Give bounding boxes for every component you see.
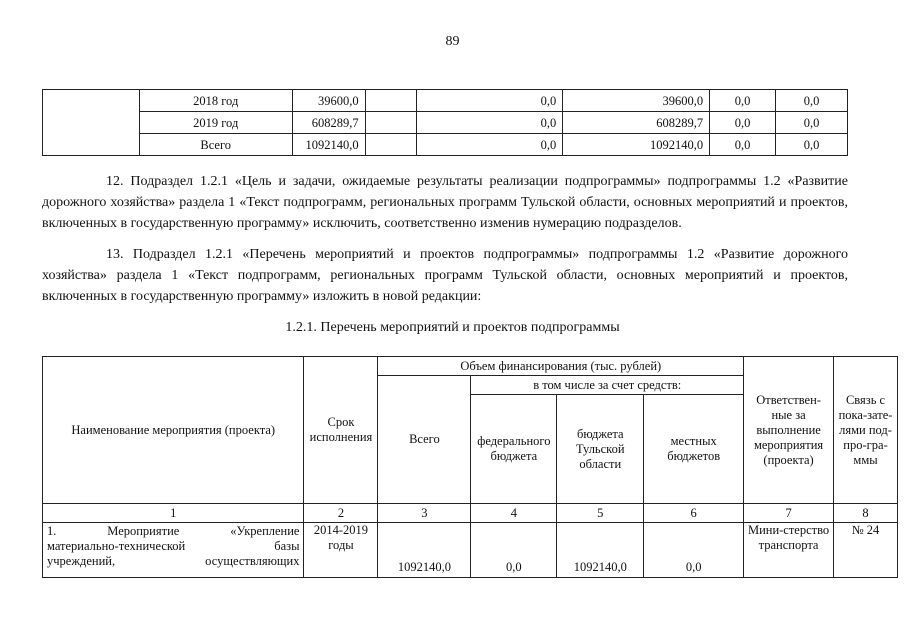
header-federal: федерального бюджета xyxy=(471,395,557,504)
column-number: 3 xyxy=(378,504,471,523)
value-cell: 0,0 xyxy=(417,112,563,134)
table-row xyxy=(43,134,848,156)
activity-local: 0,0 xyxy=(644,523,744,578)
value-cell: 1092140,0 xyxy=(292,134,365,156)
value-cell: 1092140,0 xyxy=(563,134,710,156)
activity-name-line: материально-технической базы xyxy=(47,539,300,553)
paragraph-13 xyxy=(42,244,848,307)
year-label: 2019 год xyxy=(139,112,292,134)
section-subtitle: 1.2.1. Перечень мероприятий и проектов подпрограммы xyxy=(285,320,620,335)
header-total: Всего xyxy=(378,376,471,504)
activities-table xyxy=(42,356,898,578)
activity-name-line: 1. Мероприятие «Укрепление xyxy=(47,524,300,538)
value-cell xyxy=(365,90,417,112)
total-label: Всего xyxy=(139,134,292,156)
value-cell: 0,0 xyxy=(417,134,563,156)
value-cell: 608289,7 xyxy=(563,112,710,134)
value-cell xyxy=(365,134,417,156)
activity-responsible: Мини-стерство транспорта xyxy=(744,523,834,578)
paragraph-13-text: 13. Подраздел 1.2.1 «Перечень мероприятий и проектов подпрограммы» подпрограммы 1.2 «Развитие дорожного хозяйства» раздела 1 «Текст подпрограмм, региональных программ Тульской области, основных мероприятий и проектов, включенных в государственную программу» изложить в новой редакции: xyxy=(42,247,848,304)
activity-name xyxy=(43,523,304,578)
table-row xyxy=(43,112,848,134)
value-cell: 39600,0 xyxy=(563,90,710,112)
column-number: 6 xyxy=(644,504,744,523)
paragraph-12 xyxy=(42,171,848,234)
table-header-row xyxy=(43,357,898,376)
header-including: в том числе за счет средств: xyxy=(471,376,744,395)
value-cell: 608289,7 xyxy=(292,112,365,134)
value-cell: 0,0 xyxy=(776,112,848,134)
activity-regional: 1092140,0 xyxy=(557,523,644,578)
column-number: 1 xyxy=(43,504,304,523)
value-cell: 0,0 xyxy=(710,134,776,156)
header-local: местных бюджетов xyxy=(644,395,744,504)
value-cell: 0,0 xyxy=(710,90,776,112)
empty-merged-cell xyxy=(43,90,140,156)
activity-total: 1092140,0 xyxy=(378,523,471,578)
table-row xyxy=(43,523,898,578)
column-number: 7 xyxy=(744,504,834,523)
table-row xyxy=(43,90,848,112)
column-number-row xyxy=(43,504,898,523)
header-funding: Объем финансирования (тыс. рублей) xyxy=(378,357,744,376)
activity-federal: 0,0 xyxy=(471,523,557,578)
activity-link: № 24 xyxy=(834,523,898,578)
column-number: 8 xyxy=(834,504,898,523)
header-name: Наименование мероприятия (проекта) xyxy=(43,357,304,504)
header-regional: бюджета Тульской области xyxy=(557,395,644,504)
year-label: 2018 год xyxy=(139,90,292,112)
column-number: 2 xyxy=(304,504,378,523)
funding-summary-table xyxy=(42,89,848,156)
activity-term: 2014-2019 годы xyxy=(304,523,378,578)
activity-name-line: учреждений, осуществляющих xyxy=(47,554,300,568)
column-number: 5 xyxy=(557,504,644,523)
header-link: Связь с пока-зате-лями под-про-гра-ммы xyxy=(834,357,898,504)
value-cell: 0,0 xyxy=(776,134,848,156)
header-responsible: Ответствен-ные за выполнение мероприятия (проекта) xyxy=(744,357,834,504)
value-cell: 0,0 xyxy=(710,112,776,134)
value-cell: 0,0 xyxy=(417,90,563,112)
value-cell: 39600,0 xyxy=(292,90,365,112)
paragraph-12-text: 12. Подраздел 1.2.1 «Цель и задачи, ожидаемые результаты реализации подпрограммы» подпрограммы 1.2 «Развитие дорожного хозяйства» раздела 1 «Текст подпрограмм, региональных программ Тульской области, основных мероприятий и проектов, включенных в государственную программу» исключить, соответственно изменив нумерацию подразделов. xyxy=(42,174,848,231)
value-cell: 0,0 xyxy=(776,90,848,112)
header-term: Срок исполнения xyxy=(304,357,378,504)
column-number: 4 xyxy=(471,504,557,523)
page-number: 89 xyxy=(445,34,460,49)
value-cell xyxy=(365,112,417,134)
